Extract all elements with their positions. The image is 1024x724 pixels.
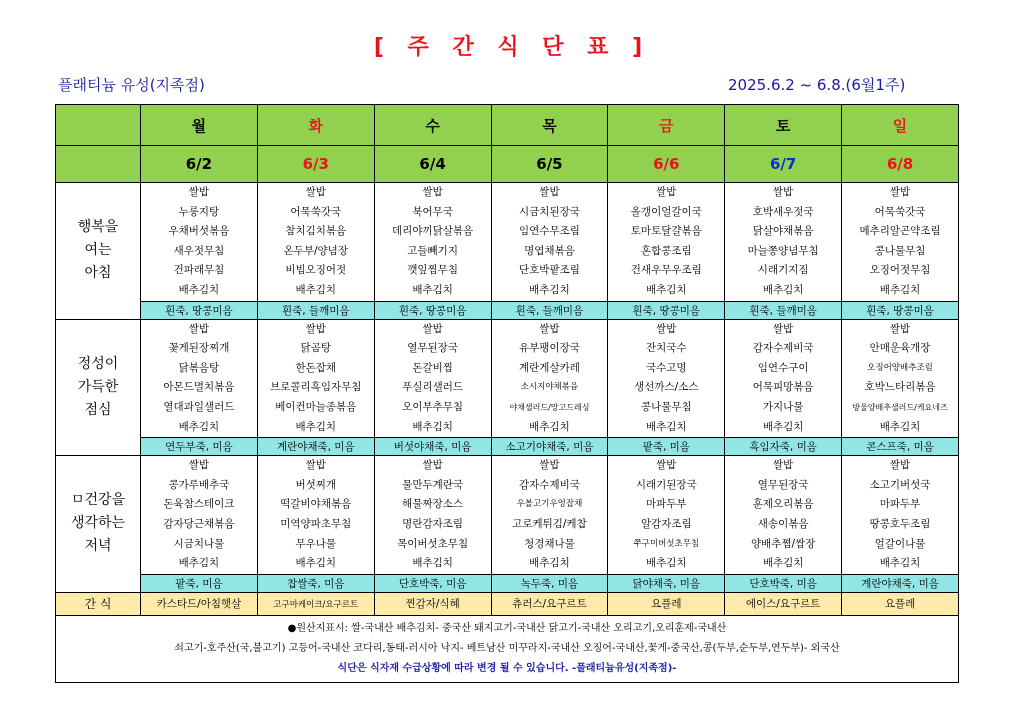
meal-cell: 쌀밥 북어무국 데리야끼닭살볶음 고들빼기지 깻잎찜무침 배추김치 <box>374 183 491 302</box>
snack-cell: 카스타드/아침햇살 <box>141 592 258 615</box>
porridge-cell: 버섯야채죽, 미음 <box>374 438 491 456</box>
origin-line-1: ●원산지표시: 쌀-국내산 배추김치- 중국산 돼지고기-국내산 닭고기-국내산 오리고기,오리훈제-국내산 <box>287 622 727 634</box>
meal-cell: 쌀밥 열무된장국 돈갈비찜 푸실리샐러드 오이부추무침 배추김치 <box>374 319 491 438</box>
porridge-cell: 흰죽, 들깨미음 <box>491 301 608 319</box>
snack-cell: 츄러스/요구르트 <box>491 592 608 615</box>
porridge-cell: 단호박죽, 미음 <box>374 574 491 592</box>
origin-notice <box>56 615 959 682</box>
page-title: [ 주 간 식 단 표 ] <box>373 35 651 60</box>
day-sat: 토 <box>725 105 842 146</box>
branch-name: 플래티늄 유성(지족점) <box>58 76 205 94</box>
meal-cell: 쌀밥 올갱이얼갈이국 토마토달걀볶음 혼합콩조림 건새우무우조림 배추김치 <box>608 183 725 302</box>
porridge-cell: 녹두죽, 미음 <box>491 574 608 592</box>
meal-cell: 쌀밥 닭곰탕 한돈잡채 브로콜리흑임자무침 베이컨마늘종볶음 배추김치 <box>257 319 374 438</box>
meal-cell: 쌀밥 잔치국수 국수고명 생선까스/소스 콩나물무침 배추김치 <box>608 319 725 438</box>
lunch-porridge-row <box>56 438 959 456</box>
meal-cell: 쌀밥 버섯찌개 떡갈비야채볶음 미역양파초무침 무우나물 배추김치 <box>257 456 374 575</box>
date-mon: 6/2 <box>141 146 258 183</box>
date-fri: 6/6 <box>608 146 725 183</box>
breakfast-label: 행복을 여는 아침 <box>56 183 141 320</box>
porridge-cell: 연두부죽, 미음 <box>141 438 258 456</box>
date-sun: 6/8 <box>842 146 959 183</box>
porridge-cell: 찹쌀죽, 미음 <box>257 574 374 592</box>
meal-cell: 쌀밥 어묵쑥갓국 메추리알곤약조림 콩나물무침 오징어젓무침 배추김치 <box>842 183 959 302</box>
snack-cell: 요플레 <box>842 592 959 615</box>
meal-cell: 쌀밥 감자수제비국 임연수구이 어묵피망볶음 가지나물 배추김치 <box>725 319 842 438</box>
porridge-cell: 흰죽, 들깨미음 <box>257 301 374 319</box>
snack-cell: 고구마케이크/요구르트 <box>257 592 374 615</box>
porridge-cell: 흰죽, 땅콩미음 <box>608 301 725 319</box>
snack-cell: 에이스/요구르트 <box>725 592 842 615</box>
day-wed: 수 <box>374 105 491 146</box>
meal-cell: 쌀밥 시래기된장국 마파두부 알감자조림 쭈구미버섯초무침 배추김치 <box>608 456 725 575</box>
day-sun: 일 <box>842 105 959 146</box>
meal-cell: 쌀밥 누룽지탕 우채버섯볶음 새우젓무침 건파래무침 배추김치 <box>141 183 258 302</box>
meal-cell: 쌀밥 시금치된장국 임연수무조림 명엽채볶음 단호박팥조림 배추김치 <box>491 183 608 302</box>
origin-line-2: 쇠고기-호주산(국,불고기) 고등어-국내산 코다리,동태-러시아 낙지- 베트남산 미꾸라지-국내산 오징어-국내산,꽃게-중국산,콩(두부,순두부,연두부)- 외국산 <box>174 642 840 654</box>
porridge-cell: 흰죽, 땅콩미음 <box>374 301 491 319</box>
snack-cell: 찐감자/식혜 <box>374 592 491 615</box>
date-sat: 6/7 <box>725 146 842 183</box>
porridge-cell: 흰죽, 땅콩미음 <box>842 301 959 319</box>
day-mon: 월 <box>141 105 258 146</box>
lunch-label: 정성이 가득한 점심 <box>56 319 141 456</box>
snack-cell: 요플레 <box>608 592 725 615</box>
meal-cell: 쌀밥 물만두계란국 해물짜장소스 명란감자조림 목이버섯초무침 배추김치 <box>374 456 491 575</box>
meal-cell: 쌀밥 유부팽이장국 계란게살카레 소시지야채볶음 야채샐러드/망고드레싱 배추김치 <box>491 319 608 438</box>
change-notice: 식단은 식자재 수급상황에 따라 변경 될 수 있습니다. -플래티늄유성(지족점)- <box>337 662 677 674</box>
meal-cell: 쌀밥 어묵쑥갓국 참치김치볶음 온두부/양념장 비빔오징어젓 배추김치 <box>257 183 374 302</box>
date-thu: 6/5 <box>491 146 608 183</box>
weekly-menu-table <box>55 104 959 683</box>
dinner-label: ㅁ건강을 생각하는 저녁 <box>56 456 141 593</box>
porridge-cell: 콘스프죽, 미음 <box>842 438 959 456</box>
date-wed: 6/4 <box>374 146 491 183</box>
meal-cell: 쌀밥 소고기버섯국 마파두부 땅콩호두조림 얼갈이나물 배추김치 <box>842 456 959 575</box>
breakfast-row <box>56 183 959 302</box>
porridge-cell: 흰죽, 들깨미음 <box>725 301 842 319</box>
meal-cell: 쌀밥 콩가루배추국 돈육참스테이크 감자당근채볶음 시금치나물 배추김치 <box>141 456 258 575</box>
porridge-cell: 닭야채죽, 미음 <box>608 574 725 592</box>
porridge-cell: 흰죽, 땅콩미음 <box>141 301 258 319</box>
menu-period: 2025.6.2 ~ 6.8.(6월1주) <box>728 76 906 94</box>
meal-cell: 쌀밥 안매운육개장 오징어양배추조림 호박느타리볶음 방울양배추샐러드/케요네즈 배추김치 <box>842 319 959 438</box>
meal-cell: 쌀밥 호박새우젓국 닭살야채볶음 마늘쫑양념무침 시래기지짐 배추김치 <box>725 183 842 302</box>
footer-row <box>56 615 959 682</box>
dinner-row <box>56 456 959 575</box>
porridge-cell: 단호박죽, 미음 <box>725 574 842 592</box>
snack-label: 간 식 <box>56 592 141 615</box>
breakfast-porridge-row <box>56 301 959 319</box>
corner-cell <box>56 146 141 183</box>
day-thu: 목 <box>491 105 608 146</box>
meal-cell: 쌀밥 열무된장국 훈제오리볶음 새송이볶음 양배추쪔/쌈장 배추김치 <box>725 456 842 575</box>
dinner-porridge-row <box>56 574 959 592</box>
day-tue: 화 <box>257 105 374 146</box>
porridge-cell: 계란야채죽, 미음 <box>842 574 959 592</box>
corner-cell <box>56 105 141 146</box>
day-header-row <box>56 105 959 146</box>
meal-cell: 쌀밥 감자수제비국 우볼고기우엉잡채 고로케튀김/케찹 청경채나물 배추김치 <box>491 456 608 575</box>
porridge-cell: 계란야채죽, 미음 <box>257 438 374 456</box>
lunch-row <box>56 319 959 438</box>
meal-cell: 쌀밥 꽃게된장찌개 닭볶음탕 아몬드멸치볶음 열대과일샐러드 배추김치 <box>141 319 258 438</box>
snack-row <box>56 592 959 615</box>
day-fri: 금 <box>608 105 725 146</box>
porridge-cell: 흑임자죽, 미음 <box>725 438 842 456</box>
date-row <box>56 146 959 183</box>
porridge-cell: 소고기야채죽, 미음 <box>491 438 608 456</box>
porridge-cell: 팥죽, 미음 <box>141 574 258 592</box>
porridge-cell: 팥죽, 미음 <box>608 438 725 456</box>
date-tue: 6/3 <box>257 146 374 183</box>
